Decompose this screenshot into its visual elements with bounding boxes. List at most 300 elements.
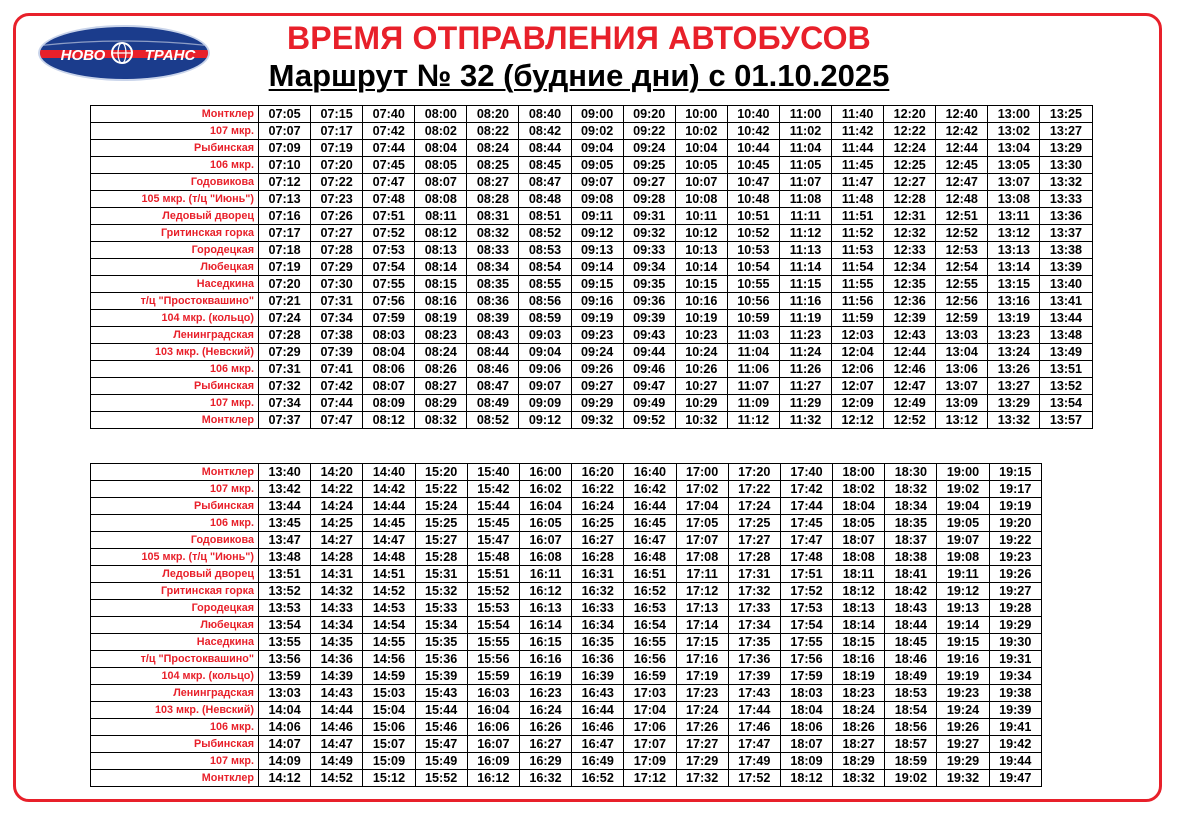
departure-time: 19:19 [937,668,989,685]
departure-time: 19:29 [937,753,989,770]
departure-time: 12:28 [884,191,936,208]
departure-time: 08:07 [363,378,415,395]
departure-time: 09:49 [623,395,675,412]
departure-time: 12:46 [884,361,936,378]
departure-time: 09:13 [571,242,623,259]
departure-time: 10:32 [675,412,727,429]
departure-time: 19:27 [989,583,1041,600]
stop-name: 106 мкр. [91,157,259,174]
stop-name: Гритинская горка [91,583,259,600]
departure-time: 19:00 [937,464,989,481]
departure-time: 08:42 [519,123,571,140]
table-row [91,140,1093,157]
table-row [91,617,1042,634]
departure-time: 18:16 [833,651,885,668]
departure-time: 12:48 [936,191,988,208]
departure-time: 13:26 [988,361,1040,378]
departure-time: 07:45 [363,157,415,174]
departure-time: 07:15 [311,106,363,123]
table-row [91,208,1093,225]
departure-time: 16:34 [572,617,624,634]
departure-time: 16:27 [519,736,571,753]
departure-time: 14:45 [363,515,415,532]
stop-name: 105 мкр. (т/ц "Июнь") [91,191,259,208]
departure-time: 11:08 [779,191,831,208]
departure-time: 14:07 [259,736,311,753]
departure-time: 11:40 [832,106,884,123]
departure-time: 17:46 [728,719,780,736]
departure-time: 16:16 [519,651,571,668]
departure-time: 15:45 [467,515,519,532]
departure-time: 11:52 [832,225,884,242]
departure-time: 09:12 [571,225,623,242]
departure-time: 17:11 [676,566,728,583]
departure-time: 09:00 [571,106,623,123]
departure-time: 15:33 [415,600,467,617]
departure-time: 08:29 [415,395,467,412]
stop-name: Ледовый дворец [91,566,259,583]
departure-time: 11:09 [727,395,779,412]
departure-time: 10:55 [727,276,779,293]
departure-time: 16:04 [519,498,571,515]
departure-time: 11:53 [832,242,884,259]
departure-time: 14:24 [311,498,363,515]
departure-time: 18:56 [885,719,937,736]
departure-time: 12:49 [884,395,936,412]
departure-time: 17:45 [780,515,832,532]
departure-time: 19:38 [989,685,1041,702]
departure-time: 14:59 [363,668,415,685]
departure-time: 16:42 [624,481,676,498]
departure-time: 10:59 [727,310,779,327]
departure-time: 10:19 [675,310,727,327]
departure-time: 16:56 [624,651,676,668]
departure-time: 07:21 [259,293,311,310]
departure-time: 13:48 [1040,327,1092,344]
departure-time: 16:40 [624,464,676,481]
departure-time: 16:32 [572,583,624,600]
stop-name: Ледовый дворец [91,208,259,225]
table-row [91,566,1042,583]
departure-time: 12:32 [884,225,936,242]
departure-time: 11:44 [832,140,884,157]
departure-time: 19:23 [937,685,989,702]
departure-time: 13:07 [988,174,1040,191]
departure-time: 19:17 [989,481,1041,498]
departure-time: 18:19 [833,668,885,685]
departure-time: 18:43 [885,600,937,617]
departure-time: 17:53 [780,600,832,617]
departure-time: 09:03 [519,327,571,344]
table-row [91,753,1042,770]
departure-time: 18:05 [833,515,885,532]
departure-time: 07:47 [363,174,415,191]
departure-time: 15:47 [415,736,467,753]
departure-time: 07:30 [311,276,363,293]
departure-time: 16:48 [624,549,676,566]
departure-time: 09:31 [623,208,675,225]
departure-time: 07:20 [311,157,363,174]
departure-time: 18:04 [833,498,885,515]
stop-name: Монтклер [91,412,259,429]
departure-time: 17:00 [676,464,728,481]
departure-time: 13:59 [259,668,311,685]
departure-time: 17:02 [676,481,728,498]
departure-time: 18:14 [833,617,885,634]
departure-time: 16:12 [519,583,571,600]
departure-time: 14:47 [363,532,415,549]
departure-time: 15:24 [415,498,467,515]
stop-name: 107 мкр. [91,481,259,498]
departure-time: 10:07 [675,174,727,191]
departure-time: 15:20 [415,464,467,481]
departure-time: 14:44 [311,702,363,719]
departure-time: 13:13 [988,242,1040,259]
departure-time: 14:27 [311,532,363,549]
departure-time: 15:47 [467,532,519,549]
departure-time: 14:35 [311,634,363,651]
stop-name: Рыбинская [91,378,259,395]
table-row [91,583,1042,600]
departure-time: 09:11 [571,208,623,225]
departure-time: 08:12 [415,225,467,242]
stop-name: Монтклер [91,106,259,123]
departure-time: 18:12 [833,583,885,600]
departure-time: 10:54 [727,259,779,276]
departure-time: 08:49 [467,395,519,412]
departure-time: 08:59 [519,310,571,327]
table-row [91,242,1093,259]
departure-time: 11:05 [779,157,831,174]
departure-time: 16:00 [519,464,571,481]
departure-time: 13:36 [1040,208,1092,225]
departure-time: 07:31 [311,293,363,310]
departure-time: 09:43 [623,327,675,344]
departure-time: 11:42 [832,123,884,140]
departure-time: 18:08 [833,549,885,566]
logo-text-right: ТРАНС [144,47,196,64]
departure-time: 17:14 [676,617,728,634]
departure-time: 17:35 [728,634,780,651]
departure-time: 16:07 [519,532,571,549]
stop-name: 106 мкр. [91,515,259,532]
departure-time: 07:53 [363,242,415,259]
departure-time: 17:49 [728,753,780,770]
departure-time: 15:42 [467,481,519,498]
departure-time: 16:49 [572,753,624,770]
departure-time: 07:56 [363,293,415,310]
table-row [91,259,1093,276]
departure-time: 07:47 [311,412,363,429]
table-row [91,702,1042,719]
departure-time: 16:44 [572,702,624,719]
departure-time: 12:06 [832,361,884,378]
departure-time: 09:09 [519,395,571,412]
departure-time: 14:32 [311,583,363,600]
departure-time: 08:28 [467,191,519,208]
departure-time: 17:51 [780,566,832,583]
departure-time: 13:12 [988,225,1040,242]
departure-time: 17:55 [780,634,832,651]
departure-time: 17:07 [676,532,728,549]
departure-time: 13:37 [1040,225,1092,242]
departure-time: 18:37 [885,532,937,549]
departure-time: 15:07 [363,736,415,753]
departure-time: 17:23 [676,685,728,702]
departure-time: 18:35 [885,515,937,532]
departure-time: 08:24 [467,140,519,157]
table-row [91,515,1042,532]
departure-time: 08:12 [363,412,415,429]
departure-time: 17:42 [780,481,832,498]
departure-time: 07:29 [259,344,311,361]
departure-time: 13:49 [1040,344,1092,361]
stop-name: Наседкина [91,634,259,651]
departure-time: 09:27 [571,378,623,395]
departure-time: 12:56 [936,293,988,310]
departure-time: 17:27 [728,532,780,549]
departure-time: 15:25 [415,515,467,532]
departure-time: 08:09 [363,395,415,412]
departure-time: 12:36 [884,293,936,310]
departure-time: 11:14 [779,259,831,276]
departure-time: 10:15 [675,276,727,293]
departure-time: 18:54 [885,702,937,719]
departure-time: 19:16 [937,651,989,668]
departure-time: 12:25 [884,157,936,174]
departure-time: 12:22 [884,123,936,140]
departure-time: 14:52 [363,583,415,600]
departure-time: 08:53 [519,242,571,259]
departure-time: 08:52 [467,412,519,429]
departure-time: 15:43 [415,685,467,702]
table-row [91,225,1093,242]
departure-time: 14:31 [311,566,363,583]
departure-time: 11:32 [779,412,831,429]
departure-time: 12:53 [936,242,988,259]
departure-time: 15:56 [467,651,519,668]
departure-time: 09:28 [623,191,675,208]
departure-time: 07:24 [259,310,311,327]
departure-time: 17:27 [676,736,728,753]
departure-time: 08:48 [519,191,571,208]
departure-time: 07:09 [259,140,311,157]
departure-time: 07:26 [311,208,363,225]
logo-text-left: НОВО [60,47,106,64]
departure-time: 15:31 [415,566,467,583]
departure-time: 14:53 [363,600,415,617]
departure-time: 14:51 [363,566,415,583]
departure-time: 08:07 [415,174,467,191]
departure-time: 09:19 [571,310,623,327]
departure-time: 08:05 [415,157,467,174]
departure-time: 07:16 [259,208,311,225]
departure-time: 17:04 [624,702,676,719]
table-row [91,651,1042,668]
departure-time: 17:20 [728,464,780,481]
departure-time: 18:32 [833,770,885,787]
departure-time: 14:48 [363,549,415,566]
departure-time: 08:33 [467,242,519,259]
departure-time: 11:23 [779,327,831,344]
departure-time: 14:42 [363,481,415,498]
departure-time: 15:53 [467,600,519,617]
departure-time: 16:31 [572,566,624,583]
departure-time: 11:51 [832,208,884,225]
departure-time: 19:23 [989,549,1041,566]
table-row [91,464,1042,481]
departure-time: 12:35 [884,276,936,293]
departure-time: 10:08 [675,191,727,208]
departure-time: 11:15 [779,276,831,293]
departure-time: 18:34 [885,498,937,515]
departure-time: 10:40 [727,106,779,123]
departure-time: 16:47 [572,736,624,753]
departure-time: 08:39 [467,310,519,327]
table-row [91,106,1093,123]
departure-time: 10:42 [727,123,779,140]
departure-time: 08:15 [415,276,467,293]
departure-time: 13:12 [936,412,988,429]
departure-time: 09:23 [571,327,623,344]
departure-time: 15:51 [467,566,519,583]
departure-time: 13:55 [259,634,311,651]
departure-time: 09:32 [623,225,675,242]
departure-time: 13:19 [988,310,1040,327]
departure-time: 18:45 [885,634,937,651]
departure-time: 11:07 [779,174,831,191]
departure-time: 12:03 [832,327,884,344]
departure-time: 09:25 [623,157,675,174]
departure-time: 17:40 [780,464,832,481]
departure-time: 08:46 [467,361,519,378]
departure-time: 07:28 [259,327,311,344]
stop-name: Монтклер [91,770,259,787]
departure-time: 11:12 [779,225,831,242]
departure-time: 11:29 [779,395,831,412]
departure-time: 09:52 [623,412,675,429]
departure-time: 17:16 [676,651,728,668]
departure-time: 13:15 [988,276,1040,293]
departure-time: 08:44 [519,140,571,157]
departure-time: 14:44 [363,498,415,515]
departure-time: 17:34 [728,617,780,634]
departure-time: 08:06 [363,361,415,378]
departure-time: 12:39 [884,310,936,327]
departure-time: 13:02 [988,123,1040,140]
departure-time: 19:27 [937,736,989,753]
departure-time: 15:22 [415,481,467,498]
departure-time: 16:09 [467,753,519,770]
departure-time: 12:24 [884,140,936,157]
departure-time: 07:42 [311,378,363,395]
departure-time: 09:24 [623,140,675,157]
departure-time: 08:35 [467,276,519,293]
departure-time: 08:13 [415,242,467,259]
departure-time: 16:59 [624,668,676,685]
departure-time: 14:39 [311,668,363,685]
stop-name: 107 мкр. [91,753,259,770]
departure-time: 13:48 [259,549,311,566]
stop-name: 106 мкр. [91,719,259,736]
departure-time: 07:19 [259,259,311,276]
departure-time: 11:16 [779,293,831,310]
departure-time: 18:49 [885,668,937,685]
departure-time: 18:27 [833,736,885,753]
departure-time: 18:04 [780,702,832,719]
departure-time: 14:40 [363,464,415,481]
stop-name: Рыбинская [91,498,259,515]
departure-time: 19:26 [989,566,1041,583]
departure-time: 12:51 [936,208,988,225]
departure-time: 08:27 [467,174,519,191]
departure-time: 08:04 [415,140,467,157]
departure-time: 08:23 [415,327,467,344]
departure-time: 19:42 [989,736,1041,753]
departure-time: 12:52 [884,412,936,429]
departure-time: 11:24 [779,344,831,361]
departure-time: 18:38 [885,549,937,566]
departure-time: 19:24 [937,702,989,719]
departure-time: 07:59 [363,310,415,327]
departure-time: 19:22 [989,532,1041,549]
table-row [91,378,1093,395]
departure-time: 10:48 [727,191,779,208]
departure-time: 16:06 [467,719,519,736]
departure-time: 12:07 [832,378,884,395]
departure-time: 16:03 [467,685,519,702]
stop-name: Наседкина [91,276,259,293]
departure-time: 17:29 [676,753,728,770]
departure-time: 19:08 [937,549,989,566]
departure-time: 16:39 [572,668,624,685]
departure-time: 15:04 [363,702,415,719]
departure-time: 15:03 [363,685,415,702]
table-row [91,549,1042,566]
departure-time: 16:45 [624,515,676,532]
departure-time: 08:36 [467,293,519,310]
departure-time: 11:56 [832,293,884,310]
departure-time: 16:07 [467,736,519,753]
departure-time: 17:39 [728,668,780,685]
departure-time: 18:42 [885,583,937,600]
departure-time: 09:24 [571,344,623,361]
departure-time: 08:43 [467,327,519,344]
departure-time: 13:05 [988,157,1040,174]
departure-time: 15:32 [415,583,467,600]
departure-time: 11:06 [727,361,779,378]
stop-name: Годовикова [91,532,259,549]
departure-time: 18:57 [885,736,937,753]
departure-time: 17:47 [780,532,832,549]
departure-time: 13:52 [1040,378,1092,395]
departure-time: 09:15 [571,276,623,293]
departure-time: 11:11 [779,208,831,225]
departure-time: 16:51 [624,566,676,583]
departure-time: 16:22 [572,481,624,498]
departure-time: 17:19 [676,668,728,685]
departure-time: 08:02 [415,123,467,140]
departure-time: 16:24 [572,498,624,515]
departure-time: 17:24 [728,498,780,515]
departure-time: 07:29 [311,259,363,276]
departure-time: 12:33 [884,242,936,259]
departure-time: 09:27 [623,174,675,191]
departure-time: 12:43 [884,327,936,344]
departure-time: 11:07 [727,378,779,395]
departure-time: 13:29 [1040,140,1092,157]
departure-time: 11:55 [832,276,884,293]
